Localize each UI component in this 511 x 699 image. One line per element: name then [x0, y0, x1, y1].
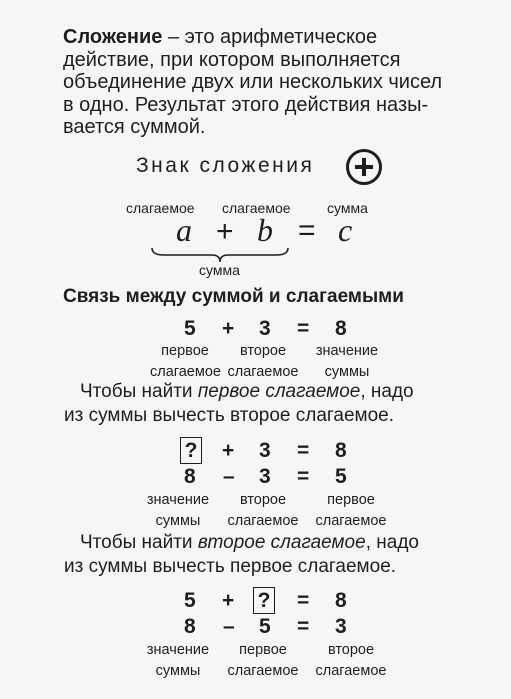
ex3-r2-op1: – [223, 615, 235, 638]
ex3-caption-2 [222, 640, 304, 682]
ex3-caption-3-line-2: слагаемое [315, 663, 387, 679]
ex2-caption-1-line-1: значение [146, 492, 210, 508]
rule2-after: , надо [365, 532, 419, 553]
ex2-caption-1 [136, 490, 220, 532]
ex2-r1-n3: 8 [335, 439, 347, 462]
ex2-caption-1-line-2: суммы [155, 513, 201, 529]
ex2-caption-2-line-2: слагаемое [227, 513, 299, 529]
ex2-r2-n1: 8 [184, 465, 196, 488]
intro-line-5: вается суммой. [63, 116, 206, 138]
ex3-r1-n3: 8 [335, 589, 347, 612]
formula-label-sum: сумма [327, 200, 368, 216]
intro-line-2: действие, при котором выполняется [63, 48, 401, 71]
formula-a: a [176, 212, 192, 248]
rule1-line-2: из суммы вычесть второе слагаемое. [64, 405, 395, 426]
ex3-caption-3-line-1: второе [327, 642, 375, 658]
ex2-r1-n2: 3 [259, 439, 271, 462]
rule2-before: Чтобы найти [80, 532, 198, 553]
rule1-emphasis: первое слагаемое [197, 381, 361, 402]
formula-label-addend-2: слагаемое [222, 200, 291, 216]
formula-plus: + [216, 215, 234, 248]
formula-b: b [257, 212, 273, 248]
intro-line-1: – это арифметическое [162, 26, 378, 48]
rule2-line-2: из суммы вычесть первое слагаемое. [64, 556, 397, 577]
rule1-after: , надо [360, 381, 414, 402]
ex1-op2: = [297, 317, 310, 340]
ex2-caption-3-line-2: слагаемое [315, 513, 387, 529]
ex1-caption-2 [226, 341, 300, 383]
ex3-caption-1-line-1: значение [146, 642, 210, 658]
ex3-r2-n3: 3 [335, 615, 347, 638]
formula-equals: = [298, 214, 316, 247]
ex1-caption-3-line-2: суммы [324, 364, 370, 380]
ex2-caption-3-line-1: первое [327, 492, 375, 508]
ex1-caption-1-line-1: первое [161, 343, 209, 359]
rule2-line-1 [80, 531, 419, 554]
intro-line-4: в одно. Результат этого действия назы- [63, 93, 429, 116]
ex1-caption-2-line-1: второе [239, 343, 287, 359]
rule2-emphasis: второе слагаемое [197, 532, 366, 553]
ex2-r2-op2: = [297, 465, 310, 488]
intro-line-3: объединение двух или нескольких чисел [63, 71, 443, 93]
formula-label-addend-1: слагаемое [126, 200, 195, 216]
ex3-r1-n1: 5 [184, 589, 196, 612]
ex2-caption-3 [304, 490, 398, 532]
sign-label: Знак сложения [136, 154, 315, 177]
ex1-caption-1-line-2: слагаемое [150, 364, 221, 380]
ex1-n3: 8 [335, 317, 347, 340]
ex2-r2-op1: – [223, 465, 235, 488]
ex2-r1-op2: = [297, 439, 310, 462]
ex2-question-box: ? [180, 437, 202, 464]
ex3-caption-2-line-2: слагаемое [227, 663, 299, 679]
ex3-caption-1 [136, 640, 220, 682]
ex2-r1-op1: + [222, 439, 235, 462]
rule1-line-1 [80, 380, 414, 403]
ex1-caption-2-line-2: слагаемое [227, 364, 299, 380]
section-heading: Связь между суммой и слагаемыми [63, 286, 404, 307]
ex3-r2-n1: 8 [184, 615, 196, 638]
plus-circle-icon [346, 149, 382, 185]
intro-paragraph [63, 26, 442, 139]
ex2-caption-2-line-1: второе [239, 492, 287, 508]
ex1-caption-3 [308, 341, 386, 383]
ex1-caption-3-line-1: значение [315, 343, 379, 359]
ex3-r2-op2: = [297, 615, 310, 638]
ex3-r1-op1: + [222, 589, 235, 612]
ex3-caption-2-line-1: первое [239, 642, 287, 658]
ex3-caption-1-line-2: суммы [155, 663, 201, 679]
ex1-caption-1 [150, 341, 220, 383]
brace-label-sum: сумма [199, 262, 240, 278]
ex3-r1-op2: = [297, 589, 310, 612]
ex1-n1: 5 [184, 317, 196, 340]
ex2-caption-2 [222, 490, 304, 532]
ex2-r2-n2: 3 [259, 465, 271, 488]
ex3-caption-3 [304, 640, 398, 682]
intro-term: Сложение [63, 26, 163, 48]
ex3-question-box: ? [253, 587, 275, 614]
ex2-r2-n3: 5 [335, 465, 347, 488]
ex1-n2: 3 [259, 317, 271, 340]
formula-c: c [338, 212, 353, 248]
ex3-r2-n2: 5 [259, 615, 271, 638]
rule1-before: Чтобы найти [80, 381, 198, 402]
ex1-op1: + [222, 317, 235, 340]
